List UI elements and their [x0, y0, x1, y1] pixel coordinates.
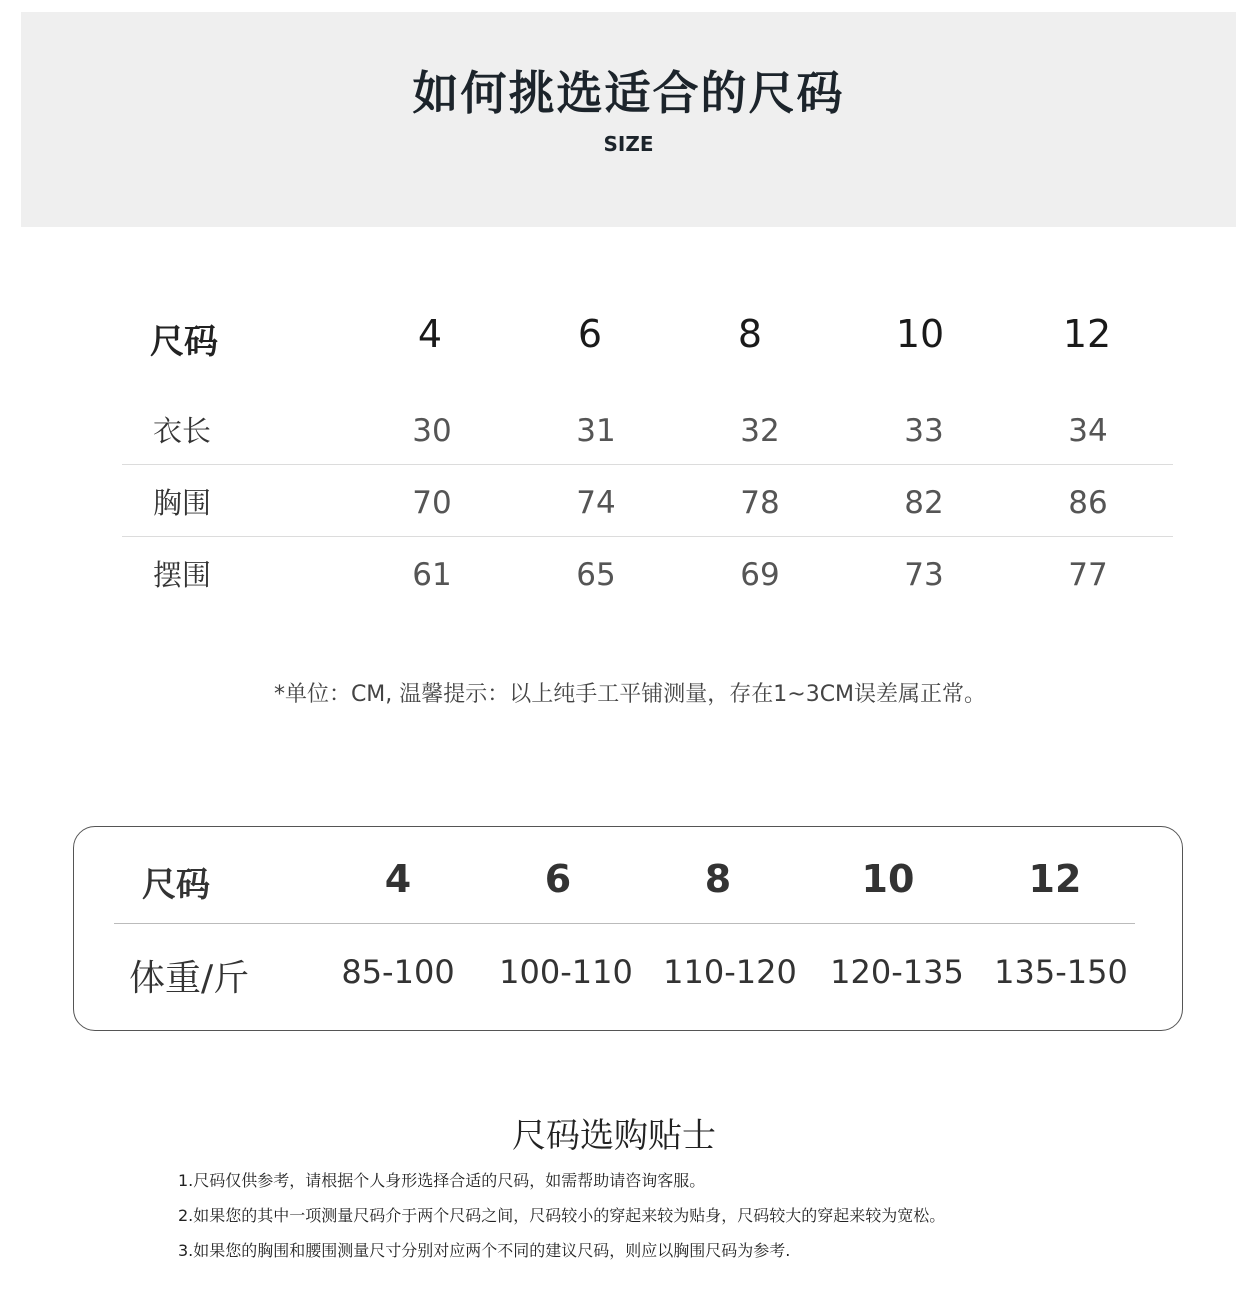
weight-table-size-4: 4 [384, 857, 412, 901]
weight-table-size-12: 12 [1028, 857, 1082, 901]
table-cell: 61 [412, 557, 452, 593]
table-cell: 135-150 [994, 953, 1128, 991]
table-cell: 74 [576, 485, 616, 521]
page-subtitle: SIZE [603, 132, 654, 156]
size-table-size-6: 6 [577, 312, 603, 356]
tip-item: 1.尺码仅供参考，请根据个人身形选择合适的尺码，如需帮助请咨询客服。 [178, 1171, 706, 1190]
weight-table-size-6: 6 [544, 857, 572, 901]
row-label-length: 衣长 [153, 414, 212, 448]
table-cell: 78 [740, 485, 780, 521]
measurement-note: *单位：CM, 温馨提示：以上纯手工平铺测量，存在1~3CM误差属正常。 [273, 682, 987, 707]
tip-item: 3.如果您的胸围和腰围测量尺寸分别对应两个不同的建议尺码，则应以胸围尺码为参考. [178, 1241, 791, 1260]
row-divider [122, 464, 1173, 465]
weight-table-size-10: 10 [861, 857, 915, 901]
page-title: 如何挑选适合的尺码 [412, 66, 845, 120]
row-label-hem: 摆围 [153, 558, 212, 592]
table-cell: 86 [1068, 485, 1108, 521]
table-cell: 65 [576, 557, 616, 593]
table-cell: 73 [904, 557, 944, 593]
weight-table-size-8: 8 [704, 857, 732, 901]
table-cell: 69 [740, 557, 780, 593]
table-cell: 30 [412, 413, 452, 449]
row-label-weight: 体重/斤 [129, 958, 250, 999]
table-cell: 120-135 [830, 953, 964, 991]
table-cell: 34 [1068, 413, 1108, 449]
table-cell: 85-100 [341, 953, 455, 991]
size-table-size-8: 8 [737, 312, 763, 356]
header-banner [21, 12, 1236, 227]
tip-item: 2.如果您的其中一项测量尺码介于两个尺码之间，尺码较小的穿起来较为贴身，尺码较大的穿起来较为宽松。 [178, 1206, 946, 1225]
size-table-size-12: 12 [1062, 312, 1112, 356]
weight-table-divider [114, 923, 1135, 924]
table-cell: 82 [904, 485, 944, 521]
size-table-header-label: 尺码 [150, 322, 218, 362]
size-table-size-10: 10 [895, 312, 945, 356]
table-cell: 77 [1068, 557, 1108, 593]
tips-title: 尺码选购贴士 [512, 1116, 716, 1156]
table-cell: 70 [412, 485, 452, 521]
row-label-chest: 胸围 [153, 486, 212, 520]
row-divider [122, 536, 1173, 537]
size-table-size-4: 4 [417, 312, 443, 356]
weight-table-header-label: 尺码 [142, 865, 210, 905]
table-cell: 110-120 [663, 953, 797, 991]
table-cell: 31 [576, 413, 616, 449]
table-cell: 33 [904, 413, 944, 449]
table-cell: 100-110 [499, 953, 633, 991]
table-cell: 32 [740, 413, 780, 449]
